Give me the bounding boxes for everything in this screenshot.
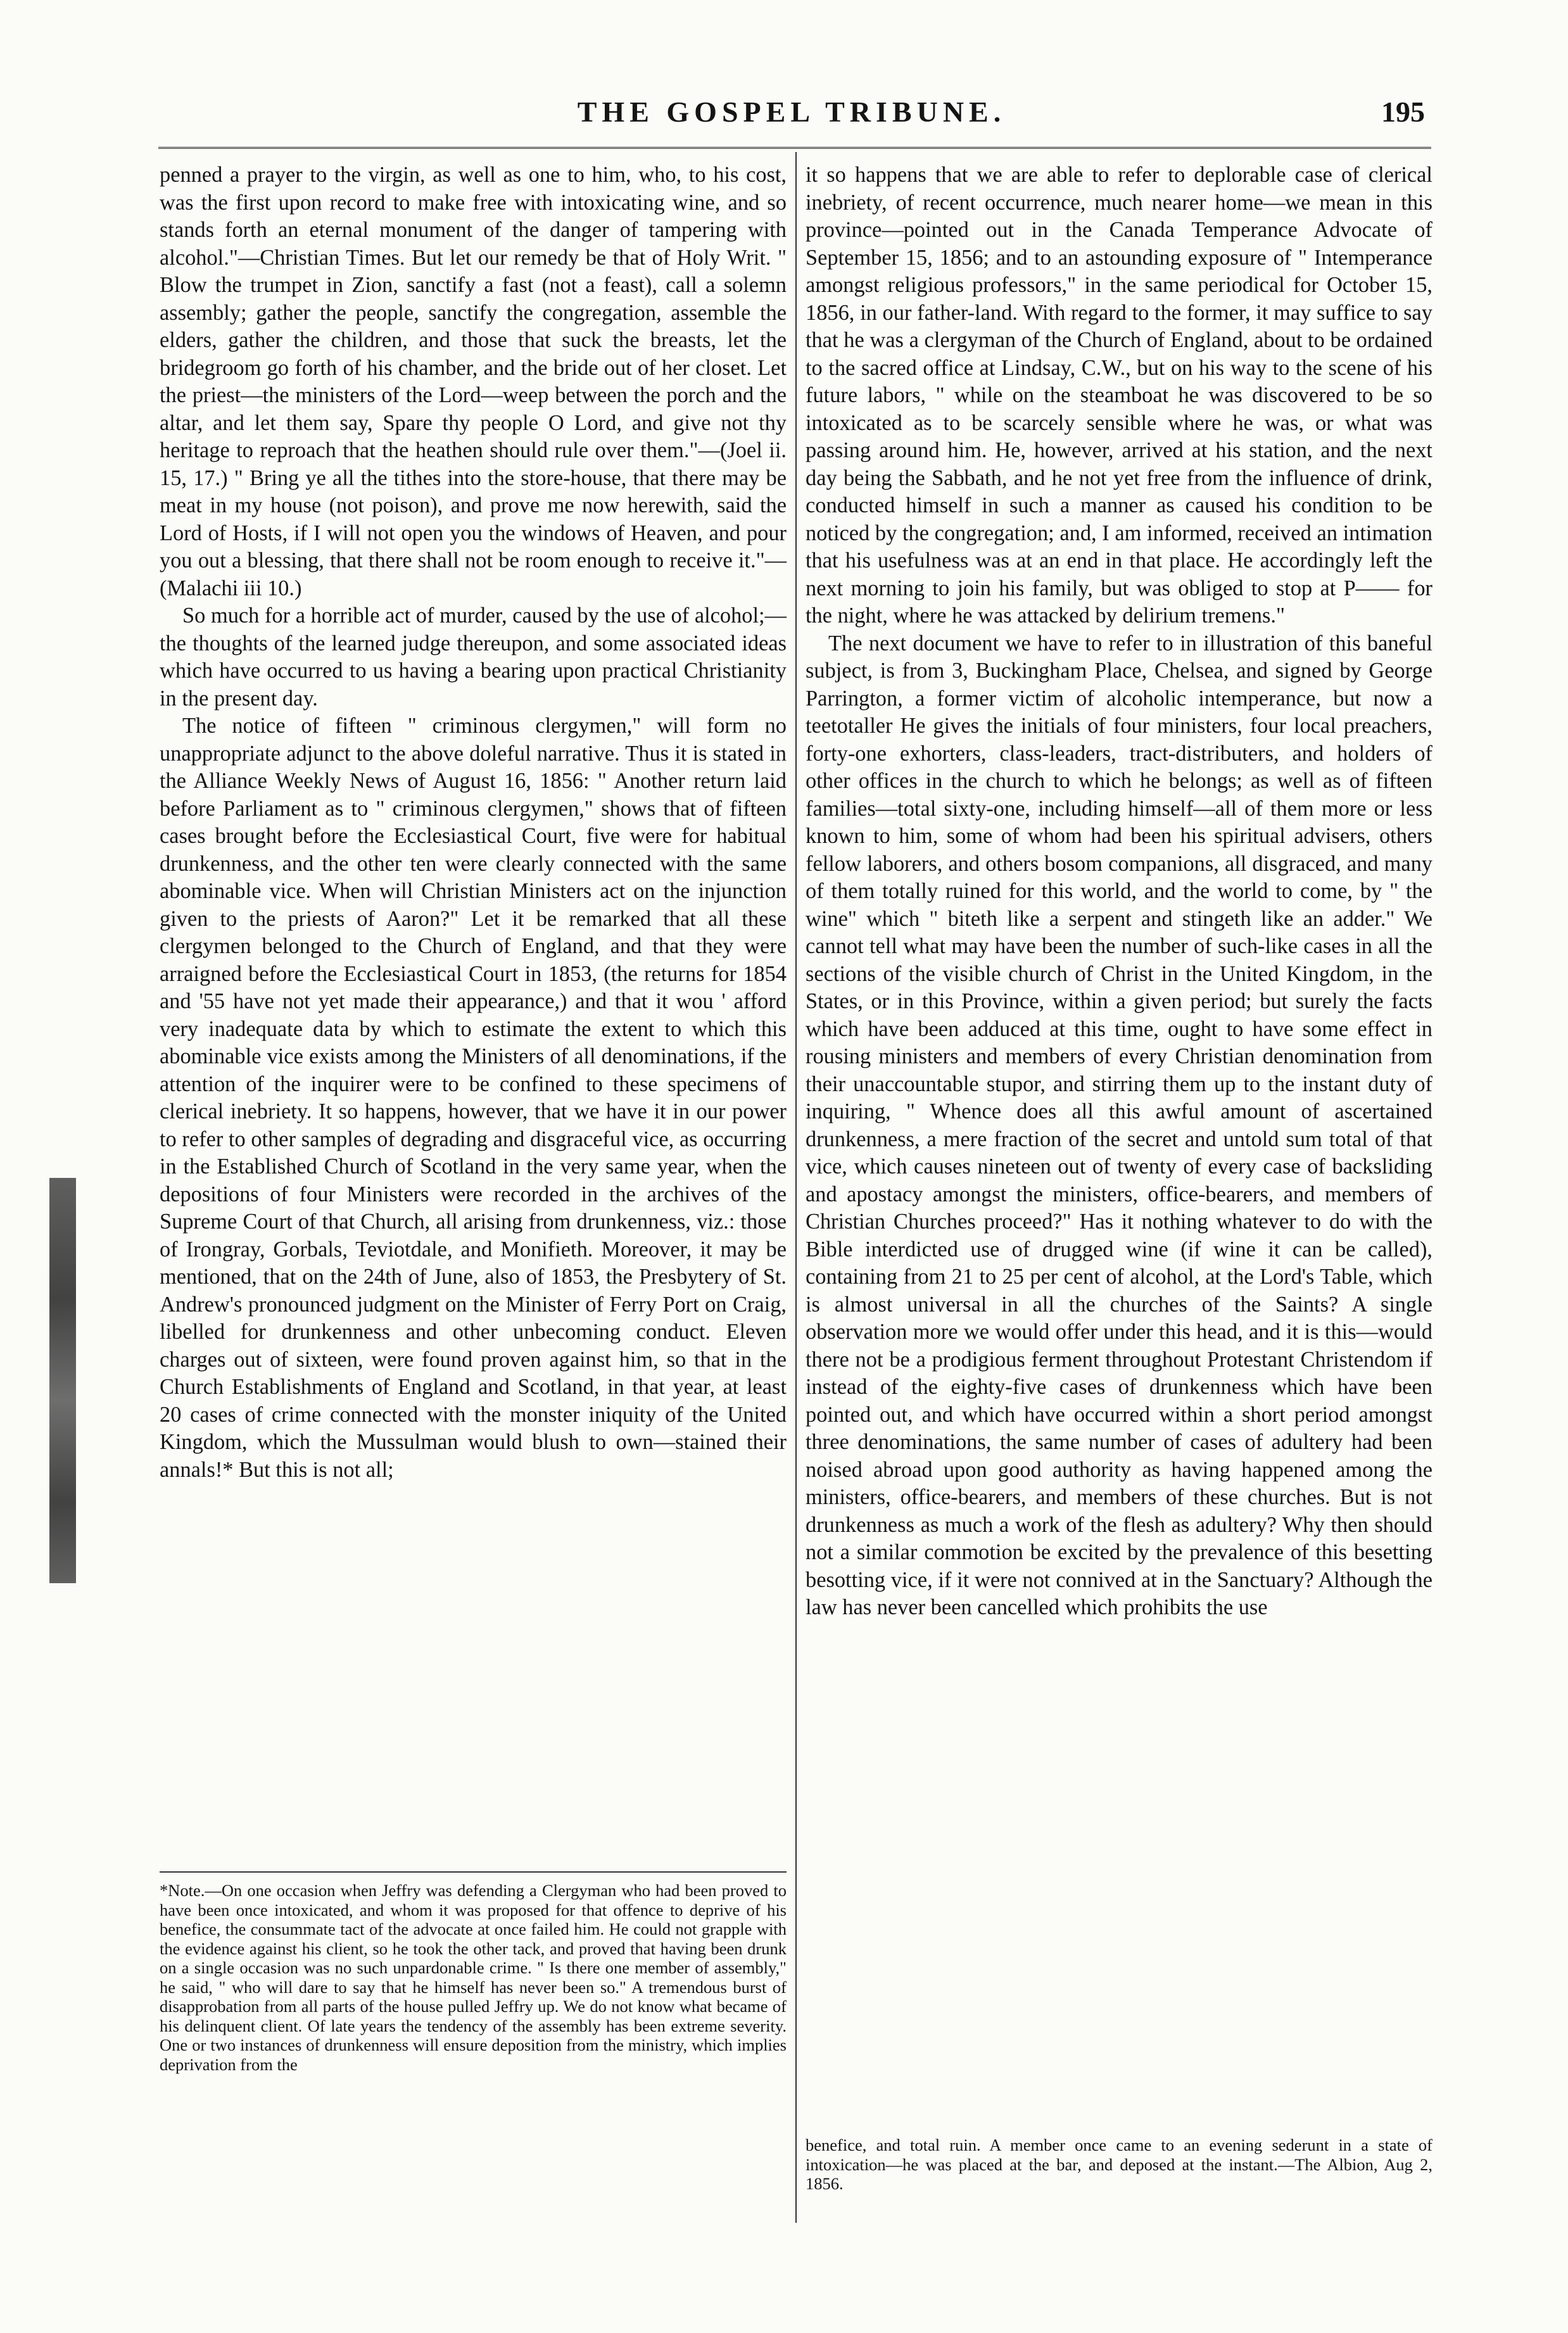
margin-ink-mark xyxy=(49,1178,76,1583)
right-column xyxy=(806,161,1432,1622)
column-divider xyxy=(795,152,797,2223)
header-rule xyxy=(158,147,1431,149)
left-paragraph-3: The notice of fifteen " criminous clergymen," will form no unappropriate adjunct to the above doleful narrative. Thus it is stated in the Alliance Weekly News of August 16, 1856: " Another return laid before Parliament as to " criminous clergymen," shows that of fifteen cases brought before the Ecclesiastical Court, five were for habitual drunkenness, and the other ten were clearly connected with the same abominable vice. When will Christian Ministers act on the injunction given to the priests of Aaron?" Let it be remarked that all these clergymen belonged to the Church of England, and that they were arraigned before the Ecclesiastical Court in 1853, (the returns for 1854 and '55 have not yet made their appearance,) and that it wou ' afford very inadequate data by which to estimate the extent to which this abominable vice exists among the Ministers of all denominations, if the attention of the inquirer were to be confined to these specimens of clerical inebriety. It so happens, however, that we have it in our power to refer to other samples of degrading and disgraceful vice, as occurring in the Established Church of Scotland in the very same year, when the depositions of four Ministers were recorded in the archives of the Supreme Court of that Church, all arising from drunkenness, viz.: those of Irongray, Gorbals, Teviotdale, and Monifieth. Moreover, it may be mentioned, that on the 24th of June, also of 1853, the Presbytery of St. Andrew's pronounced judgment on the Minister of Ferry Port on Craig, libelled for drunkenness and other unbecoming conduct. Eleven charges out of sixteen, were found proven against him, so that in the Church Establishments of England and Scotland, in that year, at least 20 cases of crime connected with the monster iniquity of the United Kingdom, which the Mussulman would blush to own—stained their annals!* But this is not all; xyxy=(160,714,787,1482)
footnote-rule xyxy=(160,1871,787,1873)
footnote-right: benefice, and total ruin. A member once came to an evening sederunt in a state of intoxication—he was placed at the bar, and deposed at the instant.—The Albion, Aug 2, 1856. xyxy=(806,2135,1432,2193)
running-title: THE GOSPEL TRIBUNE. xyxy=(577,96,1006,128)
left-paragraph-2: So much for a horrible act of murder, caused by the use of alcohol;—the thoughts of the learned judge thereupon, and some associated ideas which have occurred to us having a bearing upon practical Christianity in the present day. xyxy=(160,604,787,711)
left-column xyxy=(160,161,787,1484)
footnote-left: *Note.—On one occasion when Jeffry was defending a Clergyman who had been proved to have been once intoxicated, and whom it was proposed for that offence to deprive of his benefice, the consummate tact of the advocate at once failed him. He could not grapple with the evidence against his client, so he took the other tack, and proved that having been drunk on a single occasion was no such unpardonable crime. " Is there one member of assembly," he said, " who will dare to say that he himself has never been so." A tremendous burst of disapprobation from all parts of the house pulled Jeffry up. We do not know what became of his delinquent client. Of late years the tendency of the assembly has been extreme severity. One or two instances of drunkenness will ensure deposition from the ministry, which implies deprivation from the xyxy=(160,1881,787,2074)
right-paragraph-1: it so happens that we are able to refer to deplorable case of clerical inebriety, of recent occurrence, much nearer home—we mean in this province—pointed out in the Canada Temperance Advocate of September 15, 1856; and to an astounding exposure of " Intemperance amongst religious professors," in the same periodical for October 15, 1856, in our father-land. With regard to the former, it may suffice to say that he was a clergyman of the Church of England, about to be ordained to the sacred office at Lindsay, C.W., but on his way to the scene of his future labors, " while on the steamboat he was discovered to be so intoxicated as to be scarcely sensible where he was, or what was passing around him. He, however, arrived at his station, and the next day being the Sabbath, and he not yet free from the influence of drink, conducted himself in such a manner as caused his condition to be noticed by the congregation; and, I am informed, received an intimation that his usefulness was at an end in that place. He accordingly left the next morning to join his family, but was obliged to stop at P—— for the night, where he was attacked by delirium tremens." xyxy=(806,163,1432,628)
left-paragraph-1: penned a prayer to the virgin, as well as one to him, who, to his cost, was the first upon record to make free with intoxicating wine, and so stands forth an eternal monument of the danger of tampering with alcohol."—Christian Times. But let our remedy be that of Holy Writ. " Blow the trumpet in Zion, sanctify a fast (not a feast), call a solemn assembly; gather the people, sanctify the congregation, assemble the elders, gather the children, and those that suck the breasts, let the bridegroom go forth of his chamber, and the bride out of her closet. Let the priest—the ministers of the Lord—weep between the porch and the altar, and let them say, Spare thy people O Lord, and give not thy heritage to reproach that the heathen should rule over them."—(Joel ii. 15, 17.) " Bring ye all the tithes into the store-house, that there may be meat in my house (not poison), and prove me now herewith, said the Lord of Hosts, if I will not open you the windows of Heaven, and pour you out a blessing, that there shall not be room enough to receive it."—(Malachi iii 10.) xyxy=(160,163,787,600)
page-header xyxy=(158,95,1425,146)
page-number: 195 xyxy=(1381,96,1425,128)
right-paragraph-2: The next document we have to refer to in illustration of this baneful subject, is from 3, Buckingham Place, Chelsea, and signed by George Parrington, a former victim of alcoholic intemperance, but now a teetotaller He gives the initials of four ministers, four local preachers, forty-one exhorters, class-leaders, tract-distributers, and holders of other offices in the church to which he belongs; as well as of fifteen families—total sixty-one, including himself—all of them more or less known to him, some of whom had been his spiritual advisers, others fellow laborers, and others bosom companions, all disgraced, and many of them totally ruined for this world, and the world to come, by " the wine" which " biteth like a serpent and stingeth like an adder." We cannot tell what may have been the number of such-like cases in all the sections of the visible church of Christ in the United Kingdom, in the States, or in this Province, within a given period; but surely the facts which have been adduced at this time, ought to have some effect in rousing ministers and members of every Christian denomination from their unaccountable stupor, and stirring them up to the instant duty of inquiring, " Whence does all this awful amount of ascertained drunkenness, a mere fraction of the secret and untold sum total of that vice, which causes nineteen out of twenty of every case of backsliding and apostacy amongst the ministers, office-bearers, and members of Christian Churches proceed?" Has it nothing whatever to do with the Bible interdicted use of drugged wine (if wine it can be called), containing from 21 to 25 per cent of alcohol, at the Lord's Table, which is almost universal in all the churches of the Saints? A single observation more we would offer under this head, and it is this—would there not be a prodigious ferment throughout Protestant Christendom if instead of the eighty-five cases of drunkenness which have been pointed out, and which have occurred within a short period amongst three denominations, the same number of cases of adultery had been noised abroad upon good authority as having happened among the ministers, office-bearers, and members of these churches. But is not drunkenness as much a work of the flesh as adultery? Why then should not a similar commotion be excited by the prevalence of this besetting besotting vice, if it were not connived at in the Sanctuary? Although the law has never been cancelled which prohibits the use xyxy=(806,631,1432,1619)
